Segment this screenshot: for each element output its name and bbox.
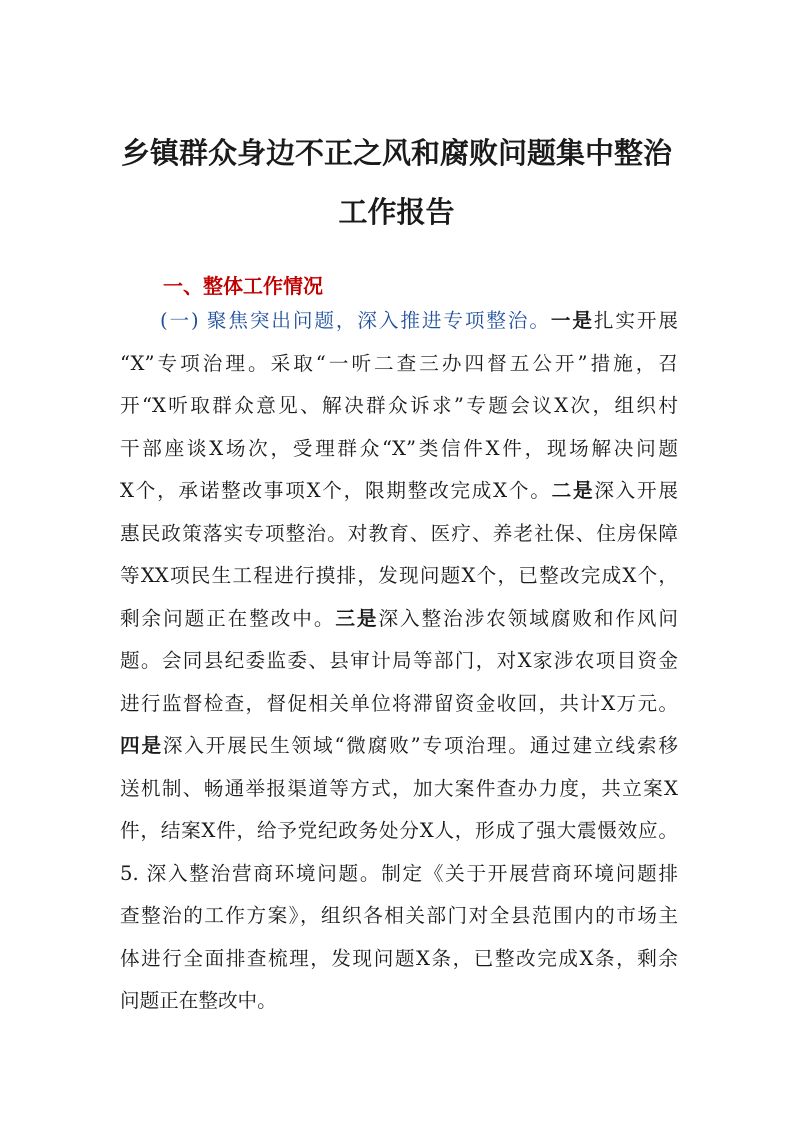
- paragraph-line: [120, 300, 678, 343]
- paragraph-line: “X”专项治理。采取“一听二查三办四督五公开”措施，召: [120, 351, 678, 375]
- paragraph-line: 干部座谈X场次，受理群众“X”类信件X件，现场解决问题: [120, 436, 678, 460]
- paragraph-line: 进行监督检查，督促相关单位将滞留资金收回，共计X万元。: [120, 691, 678, 715]
- paragraph-line: 5. 深入整治营商环境问题。制定《关于开展营商环境问题排: [120, 861, 678, 885]
- document-title-line-1: 乡镇群众身边不正之风和腐败问题集中整治: [120, 136, 672, 170]
- paragraph-line: [120, 725, 678, 768]
- section-heading: 一、整体工作情况: [163, 274, 323, 298]
- paragraph-text: 深入开展: [594, 479, 678, 502]
- paragraph-line: [120, 598, 678, 641]
- document-title-line-2: 工作报告: [338, 195, 455, 229]
- paragraph-line: 惠民政策落实专项整治。对教育、医疗、养老社保、住房保障: [120, 521, 678, 545]
- bold-marker: 一是: [550, 309, 594, 332]
- bold-marker: 四是: [120, 734, 163, 757]
- paragraph-line: 等XX项民生工程进行摸排，发现问题X个，已整改完成X个，: [120, 564, 678, 587]
- bold-marker: 三是: [335, 606, 379, 630]
- paragraph-line: 体进行全面排查梳理，发现问题X条，已整改完成X条，剩余: [120, 946, 678, 970]
- subheading-text: (一) 聚焦突出问题，深入推进专项整治。: [160, 309, 551, 332]
- paragraph-line: [120, 470, 678, 513]
- paragraph-line: 题。会同县纪委监委、县审计局等部门，对X家涉农项目资金: [120, 649, 678, 672]
- paragraph-line: 件，结案X件，给予党纪政务处分X人，形成了强大震慑效应。: [120, 819, 678, 842]
- bold-marker: 二是: [551, 479, 595, 502]
- paragraph-text: 剩余问题正在整改中。: [120, 606, 336, 630]
- paragraph-line: 问题正在整改中。: [120, 989, 277, 1012]
- paragraph-text: 深入整治涉农领域腐败和作风问: [378, 606, 679, 630]
- paragraph-text: 深入开展民生领域“微腐败”专项治理。通过建立线索移: [162, 734, 678, 757]
- paragraph-line: 开“X听取群众意见、解决群众诉求”专题会议X次，组织村: [120, 394, 678, 417]
- paragraph-text: X个，承诺整改事项X个，限期整改完成X个。: [120, 479, 552, 502]
- paragraph-text: 扎实开展: [593, 309, 679, 332]
- paragraph-line: 查整治的工作方案》，组织各相关部门对全县范围内的市场主: [120, 904, 678, 927]
- paragraph-line: 送机制、畅通举报渠道等方式，加大案件查办力度，共立案X: [120, 776, 678, 800]
- paragraph: [120, 300, 678, 1023]
